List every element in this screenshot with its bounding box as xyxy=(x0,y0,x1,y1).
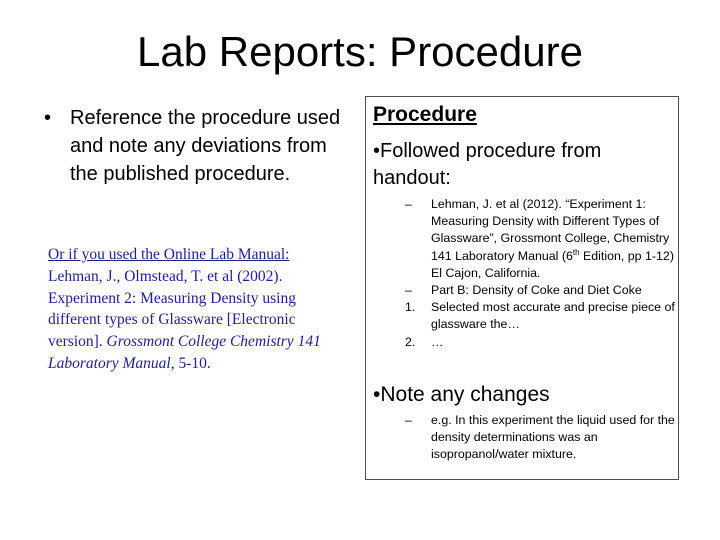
online-manual-reference xyxy=(48,244,348,375)
reference-citation: Lehman, J., Olmstead, T. et al (2002). Experiment 2: Measuring Density using different types of Glassware [Electronic version]. xyxy=(48,267,296,351)
list-item-text: … xyxy=(431,334,444,349)
list-item xyxy=(405,334,675,351)
list-marker: – xyxy=(405,197,412,211)
list-marker: – xyxy=(405,283,412,298)
procedure-sub-list xyxy=(405,196,675,351)
changes-note xyxy=(405,412,675,464)
reference-pages: , 5-10. xyxy=(170,354,211,372)
reference-journal: Grossmont College Chemistry 141 Laboratory Manual xyxy=(48,333,321,372)
list-item-text: Lehman, J. et al (2012). “Experiment 1: Measuring Density with Different Types of Glassware”, Grossmont College, Chemistry 141 Laboratory Manual (6 xyxy=(431,197,670,263)
procedure-heading: Procedure xyxy=(373,103,477,126)
list-item xyxy=(405,196,675,282)
list-item-text-cont: Edition, pp 1-12) El Cajon, California. xyxy=(431,248,674,280)
list-marker: 2. xyxy=(405,334,416,349)
bullet-dot: • xyxy=(373,383,381,406)
procedure-bullet-text: Note any changes xyxy=(380,383,550,406)
list-marker: – xyxy=(405,413,412,427)
list-item xyxy=(405,299,675,333)
list-item xyxy=(405,412,675,464)
left-bullet xyxy=(44,104,344,188)
procedure-bullet-changes xyxy=(373,381,550,408)
list-item-text: Part B: Density of Coke and Diet Coke xyxy=(431,283,642,298)
superscript: th xyxy=(572,247,580,257)
list-item-text: e.g. In this experiment the liquid used for the density determinations was an isopropanol/water mixture. xyxy=(431,413,675,462)
list-marker: 1. xyxy=(405,300,416,315)
procedure-bullet-text: Followed procedure from handout: xyxy=(373,140,602,189)
procedure-bullet-followed xyxy=(373,138,673,192)
left-bullet-text: Reference the procedure used and note any deviations from the published procedure. xyxy=(70,107,341,185)
slide-title: Lab Reports: Procedure xyxy=(137,28,583,75)
list-item xyxy=(405,282,675,299)
list-item-text: Selected most accurate and precise piece of glassware the… xyxy=(431,300,675,332)
bullet-dot: • xyxy=(44,107,52,129)
reference-intro: Or if you used the Online Lab Manual: xyxy=(48,246,290,263)
bullet-dot: • xyxy=(373,140,381,162)
